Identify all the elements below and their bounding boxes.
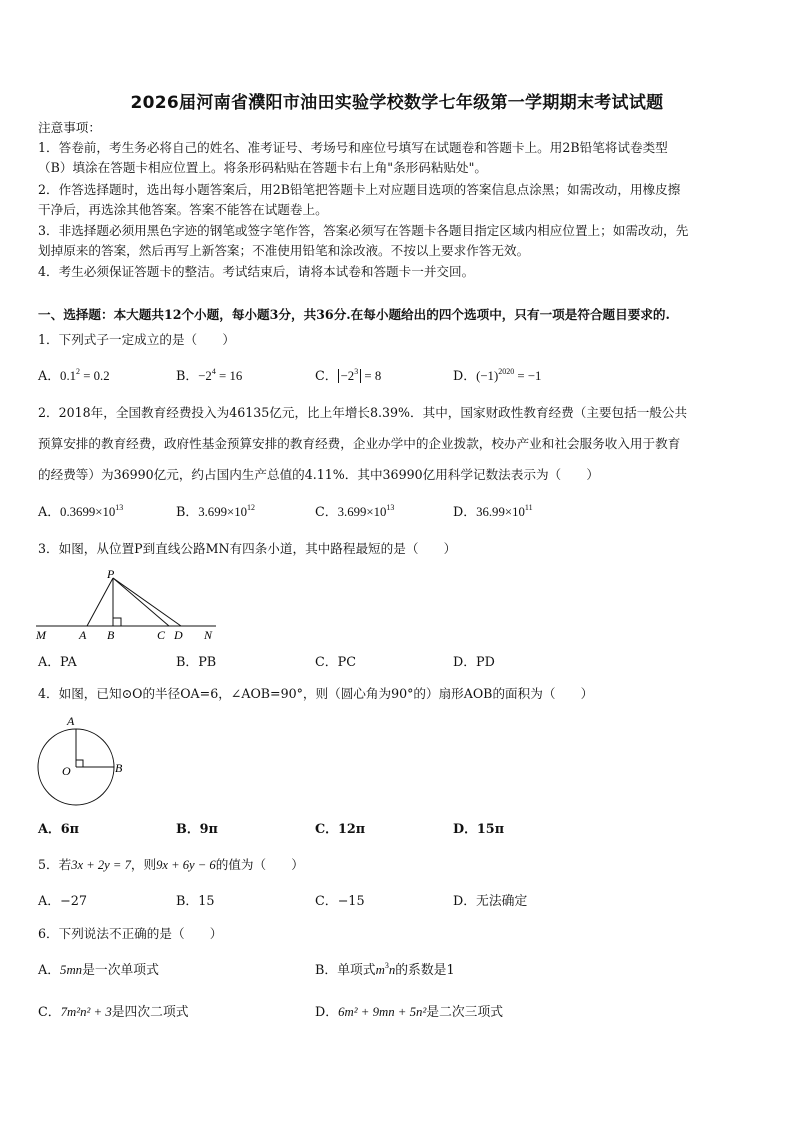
- notice-line: 4．考生必须保证答题卡的整洁。考试结束后，请将本试卷和答题卡一并交回。: [38, 264, 475, 279]
- question-3-stem: 3．如图，从位置P到直线公路MN有四条小道，其中路程最短的是（ ）: [38, 541, 457, 556]
- notice-line: 干净后，再选涂其他答案。答案不能答在试题卷上。: [38, 202, 328, 217]
- q2-option-b[interactable]: B．$3.699\times 10^{12}$: [176, 503, 256, 520]
- question-6-stem: 6．下列说法不正确的是（ ）: [38, 926, 223, 941]
- q5-option-a[interactable]: A．−27: [38, 894, 88, 909]
- label-p: P: [107, 567, 115, 581]
- label-a: A: [79, 628, 87, 642]
- q6-option-b[interactable]: B．单项式$m^3n$的系数是1: [315, 961, 455, 978]
- label-m: M: [36, 628, 46, 642]
- notice-line: 划掉原来的答案，然后再写上新答案；不准使用铅笔和涂改液。不按以上要求作答无效。: [38, 243, 530, 258]
- section-heading: 一、选择题：本大题共12个小题，每小题3分，共36分.在每小题给出的四个选项中，只有一项是符合题目要求的.: [38, 307, 670, 322]
- question-5-stem: 5．若3x + 2y = 7，则9x + 6y − 6的值为（ ）: [38, 857, 304, 872]
- label-a: A: [67, 714, 75, 728]
- right-angle-mark: [76, 760, 83, 767]
- q6-option-d[interactable]: D．6m² + 9mn + 5n²是二次三项式: [315, 1005, 504, 1020]
- question-4-stem: 4．如图，已知⊙O的半径OA=6，∠AOB=90°，则（圆心角为90°的）扇形AOB的面积为（ ）: [38, 686, 594, 701]
- question-2-stem: 预算安排的教育经费，政府性基金预算安排的教育经费，企业办学中的企业拨款，校办产业和社会服务收入用于教育: [38, 436, 681, 451]
- q2-option-a[interactable]: A．$0.3699\times 10^{13}$: [38, 503, 124, 520]
- q3-option-a[interactable]: A．PA: [38, 655, 77, 670]
- notice-line: 1．答卷前，考生务必将自己的姓名、准考证号、考场号和座位号填写在试题卷和答题卡上。用2B铅笔将试卷类型: [38, 140, 668, 155]
- label-d: D: [174, 628, 183, 642]
- q4-option-b[interactable]: B．9π: [176, 822, 218, 837]
- q6-option-c[interactable]: C．7m²n² + 3是四次二项式: [38, 1005, 189, 1020]
- q1-option-d[interactable]: D．$(-1)^{2020} = -1$: [453, 367, 542, 384]
- notice-line: （B）填涂在答题卡相应位置上。将条形码粘贴在答题卡右上角"条形码粘贴处"。: [38, 160, 488, 175]
- segment-pa: [87, 578, 113, 626]
- q3-option-c[interactable]: C．PC: [315, 655, 356, 670]
- label-b: B: [107, 628, 115, 642]
- q4-option-a[interactable]: A．6π: [38, 822, 79, 837]
- notice-heading: 注意事项：: [38, 120, 101, 135]
- q5-option-c[interactable]: C．−15: [315, 894, 365, 909]
- q4-option-c[interactable]: C．12π: [315, 822, 366, 837]
- q5-option-d[interactable]: D．无法确定: [453, 894, 528, 909]
- label-n: N: [204, 628, 213, 642]
- notice-line: 2．作答选择题时，选出每小题答案后，用2B铅笔把答题卡上对应题目选项的答案信息点涂黑；如需改动，用橡皮擦: [38, 182, 681, 197]
- label-c: C: [157, 628, 166, 642]
- segment-pd: [113, 578, 181, 626]
- q2-option-c[interactable]: C．$3.699\times 10^{13}$: [315, 503, 395, 520]
- q1-option-c[interactable]: C． $-2^3 = 8$: [315, 367, 382, 384]
- q1-option-b[interactable]: B．$-2^4 = 16$: [176, 367, 243, 384]
- q4-option-d[interactable]: D．15π: [453, 822, 505, 837]
- question-2-stem: 2．2018年，全国教育经费投入为46135亿元，比上年增长8.39%．其中，国家财政性教育经费（主要包括一般公共: [38, 405, 688, 420]
- q3-figure: [34, 566, 224, 644]
- q6-option-a[interactable]: A．5mn是一次单项式: [38, 963, 159, 978]
- question-1-stem: 1．下列式子一定成立的是（ ）: [38, 332, 235, 347]
- q3-option-d[interactable]: D．PD: [453, 655, 495, 670]
- label-o: O: [62, 764, 71, 778]
- q1-option-a[interactable]: A．$0.1^2 = 0.2$: [38, 367, 110, 384]
- notice-line: 3．非选择题必须用黑色字迹的钢笔或签字笔作答，答案必须写在答题卡各题目指定区域内相应位置上；如需改动，先: [38, 223, 689, 238]
- q3-option-b[interactable]: B．PB: [176, 655, 217, 670]
- label-b: B: [115, 761, 123, 775]
- right-angle-mark: [113, 618, 121, 626]
- q5-option-b[interactable]: B．15: [176, 894, 215, 909]
- q4-figure: [34, 712, 134, 812]
- question-2-stem: 的经费等）为36990亿元，约占国内生产总值的4.11%．其中36990亿用科学记数法表示为（ ）: [38, 467, 599, 482]
- q2-option-d[interactable]: D．$36.99\times 10^{11}$: [453, 503, 533, 520]
- page-title: 2026届河南省濮阳市油田实验学校数学七年级第一学期期末考试试题: [130, 93, 664, 113]
